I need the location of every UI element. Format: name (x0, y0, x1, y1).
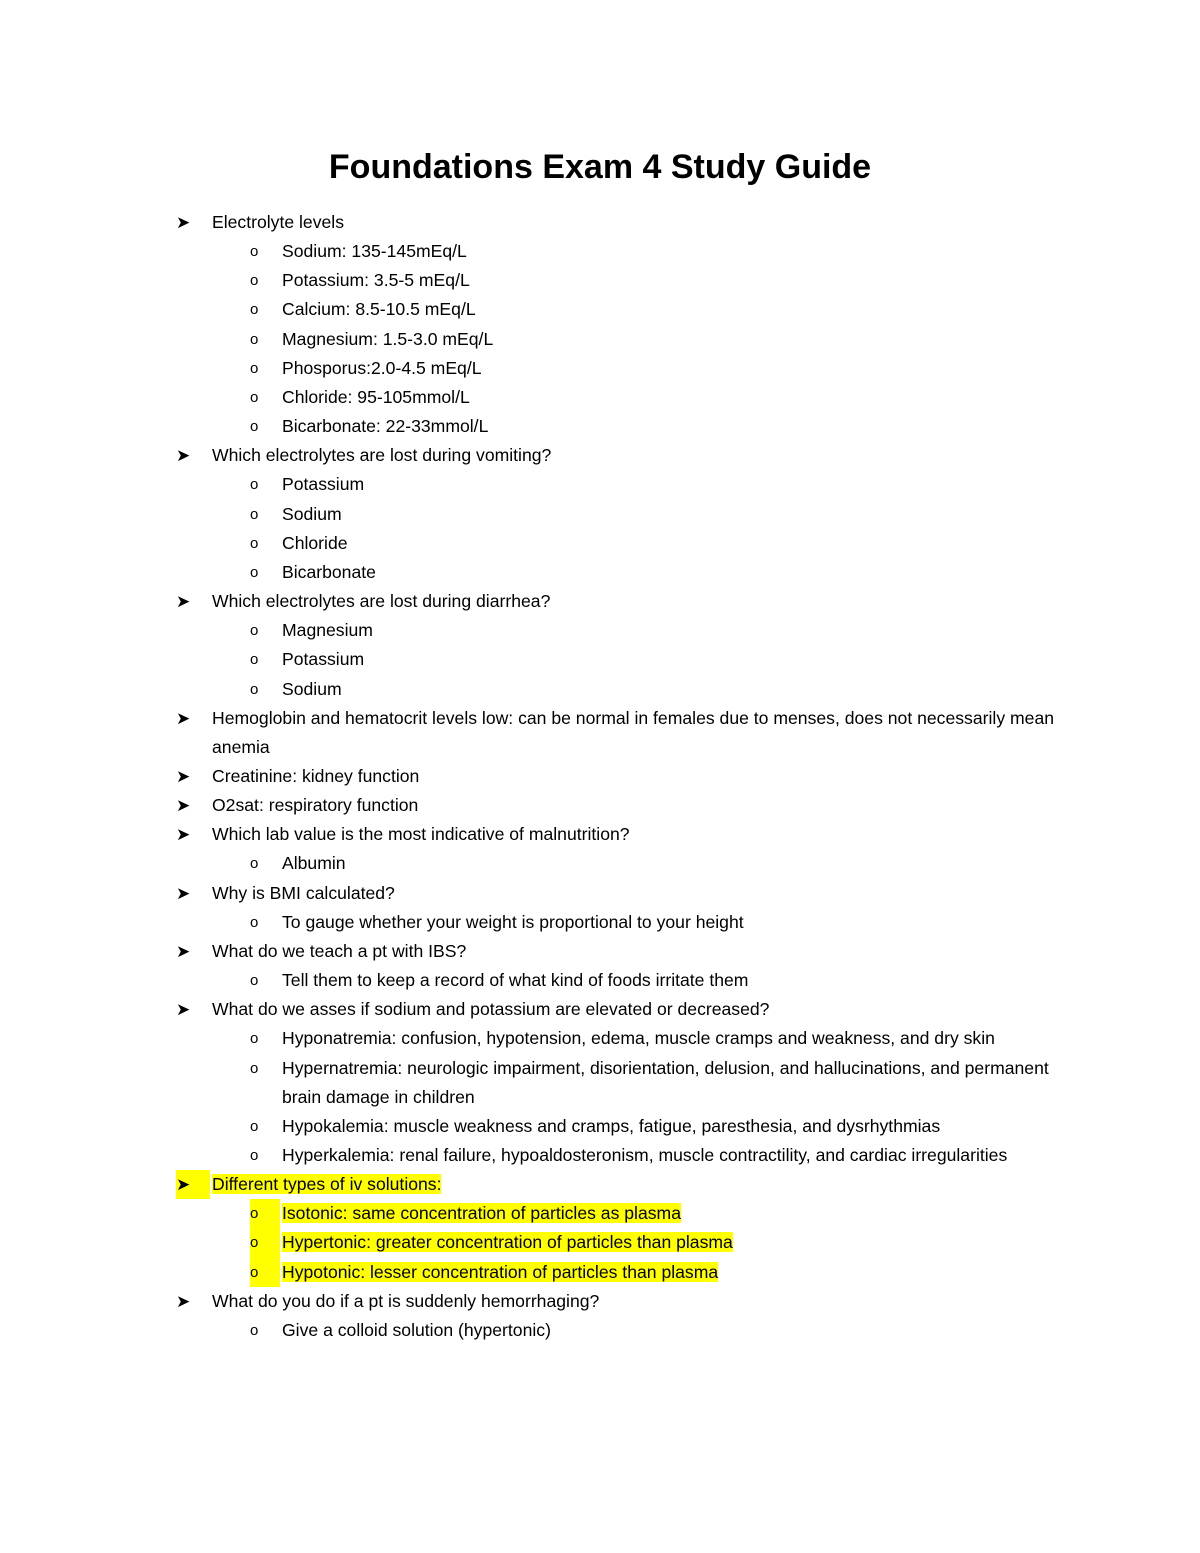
sub-list-item-text: Calcium: 8.5-10.5 mEq/L (282, 299, 476, 320)
sub-list-item-text: Chloride (282, 532, 348, 553)
arrowhead-bullet-icon: ➤ (176, 1170, 210, 1199)
list-item-text: Hemoglobin and hematocrit levels low: can be normal in females due to menses, does not necessarily mean anemia (212, 707, 1055, 757)
circle-bullet-icon: o (250, 972, 259, 990)
list-item-text: What do we asses if sodium and potassium are elevated or decreased? (212, 999, 770, 1020)
circle-bullet-icon: o (250, 1258, 280, 1287)
sub-list-item (176, 412, 1066, 441)
sub-list-item (176, 295, 1066, 324)
sub-list-item (176, 470, 1066, 499)
sub-list-item-text: To gauge whether your weight is proportional to your height (282, 911, 744, 932)
sub-list-item-text: Tell them to keep a record of what kind of foods irritate them (282, 970, 749, 991)
sub-list-item (176, 558, 1066, 587)
sub-list-item (176, 354, 1066, 383)
sub-list-item-text: Sodium (282, 503, 342, 524)
circle-bullet-icon: o (250, 1321, 259, 1339)
sub-list-item-text: Hyperkalemia: renal failure, hypoaldosteronism, muscle contractility, and cardiac irregularities (282, 1145, 1008, 1165)
arrowhead-bullet-icon: ➤ (176, 1000, 191, 1020)
study-guide-list (176, 208, 1066, 1345)
list-item-text: Different types of iv solutions: (212, 1174, 442, 1195)
list-item (176, 791, 1066, 820)
circle-bullet-icon: o (250, 1059, 259, 1077)
sub-list-item-text: Sodium: 135-145mEq/L (282, 241, 467, 262)
sub-list-item (176, 383, 1066, 412)
list-item (176, 937, 1066, 966)
sub-list-item-text: Hypernatremia: neurologic impairment, disorientation, delusion, and hallucinations, and permanent brain damage in children (282, 1057, 1049, 1107)
list-item (176, 704, 1066, 762)
list-item-text: Electrolyte levels (212, 212, 345, 232)
circle-bullet-icon: o (250, 476, 259, 494)
sub-list-item-text: Potassium: 3.5-5 mEq/L (282, 270, 470, 291)
sub-list-item-text: Chloride: 95-105mmol/L (282, 386, 470, 407)
sub-list-item-text: Give a colloid solution (hypertonic) (282, 1319, 551, 1340)
circle-bullet-icon: o (250, 330, 259, 348)
list-item (176, 995, 1066, 1024)
arrowhead-bullet-icon: ➤ (176, 825, 191, 845)
circle-bullet-icon: o (250, 418, 259, 436)
circle-bullet-icon: o (250, 622, 259, 640)
sub-list-item-text: Hypotonic: lesser concentration of particles than plasma (282, 1261, 719, 1282)
arrowhead-bullet-icon: ➤ (176, 446, 191, 466)
sub-list-item (176, 1112, 1066, 1141)
sub-list-item (176, 908, 1066, 937)
list-item (176, 879, 1066, 908)
arrowhead-bullet-icon: ➤ (176, 592, 191, 612)
sub-list-item-text: Magnesium (282, 620, 373, 641)
circle-bullet-icon: o (250, 1228, 280, 1257)
circle-bullet-icon: o (250, 680, 259, 698)
circle-bullet-icon: o (250, 272, 259, 290)
arrowhead-bullet-icon: ➤ (176, 213, 191, 232)
list-item-text: What do we teach a pt with IBS? (212, 940, 467, 961)
sub-list-item-text: Albumin (282, 853, 346, 874)
sub-list-item (176, 616, 1066, 645)
sub-list-item (176, 1199, 1066, 1228)
sub-list-item (176, 529, 1066, 558)
sub-list-item (176, 500, 1066, 529)
document-title: Foundations Exam 4 Study Guide (328, 148, 872, 186)
sub-list-item (176, 849, 1066, 878)
list-item (176, 762, 1066, 791)
sub-list-item-text: Isotonic: same concentration of particles as plasma (282, 1203, 681, 1224)
list-item (176, 1170, 1066, 1199)
list-item (176, 208, 1066, 237)
circle-bullet-icon: o (250, 651, 259, 669)
sub-list-item (176, 966, 1066, 995)
circle-bullet-icon: o (250, 388, 259, 406)
circle-bullet-icon: o (250, 1117, 259, 1135)
sub-list-item (176, 645, 1066, 674)
list-item-text: Creatinine: kidney function (212, 765, 420, 786)
circle-bullet-icon: o (250, 563, 259, 581)
circle-bullet-icon: o (250, 1147, 259, 1164)
sub-list-item (176, 1054, 1066, 1112)
sub-list-item-text: Hypertonic: greater concentration of particles than plasma (282, 1232, 733, 1253)
sub-list-item-text: Bicarbonate (282, 561, 376, 582)
circle-bullet-icon: o (250, 301, 259, 319)
list-item-text: Why is BMI calculated? (212, 882, 395, 903)
sub-list-item-text: Hyponatremia: confusion, hypotension, edema, muscle cramps and weakness, and dry skin (282, 1028, 995, 1049)
circle-bullet-icon: o (250, 913, 259, 931)
sub-list-item (176, 675, 1066, 704)
sub-list-item (176, 1141, 1066, 1170)
sub-list-item-text: Phosporus:2.0-4.5 mEq/L (282, 357, 482, 378)
arrowhead-bullet-icon: ➤ (176, 796, 191, 816)
circle-bullet-icon: o (250, 243, 259, 261)
sub-list-item-text: Magnesium: 1.5-3.0 mEq/L (282, 328, 494, 349)
sub-list-item (176, 1258, 1066, 1287)
arrowhead-bullet-icon: ➤ (176, 883, 191, 903)
circle-bullet-icon: o (250, 1030, 259, 1048)
list-item (176, 1287, 1066, 1316)
sub-list-item (176, 237, 1066, 266)
circle-bullet-icon: o (250, 855, 259, 873)
sub-list-item-text: Potassium (282, 474, 365, 495)
arrowhead-bullet-icon: ➤ (176, 1291, 191, 1311)
circle-bullet-icon: o (250, 1199, 280, 1228)
sub-list-item (176, 1024, 1066, 1053)
arrowhead-bullet-icon: ➤ (176, 941, 191, 961)
arrowhead-bullet-icon: ➤ (176, 766, 191, 786)
list-item (176, 820, 1066, 849)
circle-bullet-icon: o (250, 534, 259, 552)
list-item-text: What do you do if a pt is suddenly hemorrhaging? (212, 1290, 600, 1311)
list-item-text: Which lab value is the most indicative of malnutrition? (212, 824, 630, 845)
sub-list-item-text: Bicarbonate: 22-33mmol/L (282, 416, 489, 437)
sub-list-item (176, 266, 1066, 295)
list-item-text: Which electrolytes are lost during vomiting? (212, 445, 552, 466)
sub-list-item-text: Potassium (282, 649, 365, 670)
circle-bullet-icon: o (250, 359, 259, 377)
arrowhead-bullet-icon: ➤ (176, 708, 191, 728)
list-item-text: Which electrolytes are lost during diarrhea? (212, 591, 551, 612)
sub-list-item-text: Hypokalemia: muscle weakness and cramps, fatigue, paresthesia, and dysrhythmias (282, 1115, 941, 1136)
sub-list-item-text: Sodium (282, 678, 342, 699)
list-item (176, 441, 1066, 470)
circle-bullet-icon: o (250, 505, 259, 523)
sub-list-item (176, 1316, 1066, 1345)
sub-list-item (176, 325, 1066, 354)
sub-list-item (176, 1228, 1066, 1257)
list-item-text: O2sat: respiratory function (212, 795, 419, 816)
list-item (176, 587, 1066, 616)
